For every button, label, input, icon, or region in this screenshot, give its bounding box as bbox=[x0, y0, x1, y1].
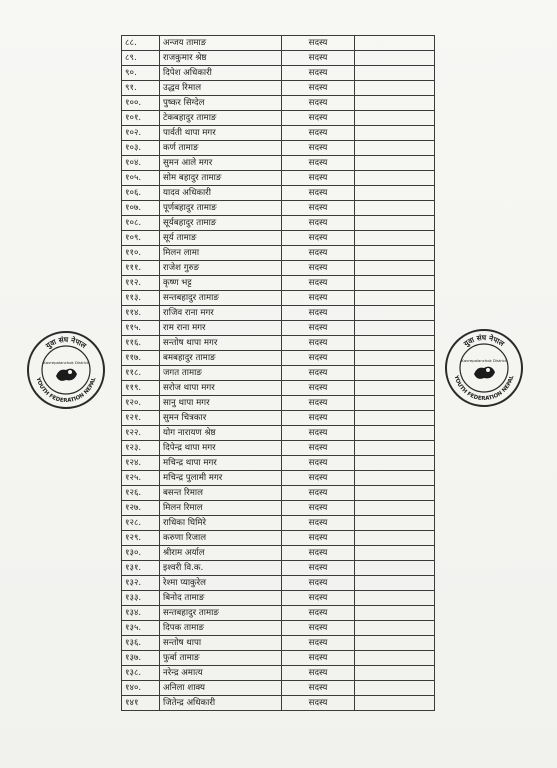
row-number: १४०. bbox=[122, 681, 160, 696]
row-number: ९०. bbox=[122, 66, 160, 81]
svg-text:युवा संघ नेपाल bbox=[461, 333, 507, 350]
row-number: १११. bbox=[122, 261, 160, 276]
table-row bbox=[122, 276, 435, 291]
blank-cell bbox=[355, 306, 435, 321]
row-number: १२९. bbox=[122, 531, 160, 546]
table-row bbox=[122, 546, 435, 561]
row-number: १२१. bbox=[122, 411, 160, 426]
member-name: सन्तबहादुर तामाङ bbox=[160, 291, 282, 306]
row-number: १२६. bbox=[122, 486, 160, 501]
member-role: सदस्य bbox=[282, 36, 355, 51]
blank-cell bbox=[355, 501, 435, 516]
member-role: सदस्य bbox=[282, 171, 355, 186]
member-name: सूर्य तामाङ bbox=[160, 231, 282, 246]
blank-cell bbox=[355, 426, 435, 441]
blank-cell bbox=[355, 216, 435, 231]
seal-bottom-text: YOUTH FEDERATION NEPAL bbox=[34, 376, 98, 405]
table-row bbox=[122, 111, 435, 126]
table-row bbox=[122, 141, 435, 156]
blank-cell bbox=[355, 291, 435, 306]
member-name: पुष्कर सिग्देल bbox=[160, 96, 282, 111]
table-row bbox=[122, 606, 435, 621]
blank-cell bbox=[355, 141, 435, 156]
member-name: मचिन्द्र पुलामी मगर bbox=[160, 471, 282, 486]
member-name: दिपेश अधिकारी bbox=[160, 66, 282, 81]
member-role: सदस्य bbox=[282, 366, 355, 381]
table-row bbox=[122, 411, 435, 426]
row-number: १४१ bbox=[122, 696, 160, 711]
member-role: सदस्य bbox=[282, 381, 355, 396]
seal-top-text: युवा संघ नेपाल bbox=[461, 332, 507, 349]
member-role: सदस्य bbox=[282, 246, 355, 261]
row-number: ११२. bbox=[122, 276, 160, 291]
member-role: सदस्य bbox=[282, 291, 355, 306]
row-number: १०४. bbox=[122, 156, 160, 171]
row-number: १३८. bbox=[122, 666, 160, 681]
member-role: सदस्य bbox=[282, 231, 355, 246]
table-row bbox=[122, 216, 435, 231]
table-row bbox=[122, 186, 435, 201]
row-number: १३२. bbox=[122, 576, 160, 591]
row-number: ११९. bbox=[122, 381, 160, 396]
seal-top-text: युवा संघ नेपाल bbox=[43, 334, 89, 351]
svg-text:युवा संघ नेपाल bbox=[43, 335, 89, 352]
member-role: सदस्य bbox=[282, 681, 355, 696]
row-number: १३३. bbox=[122, 591, 160, 606]
member-role: सदस्य bbox=[282, 81, 355, 96]
blank-cell bbox=[355, 441, 435, 456]
seal-district-text: Kavrepalanchok District bbox=[43, 360, 89, 365]
row-number: १३०. bbox=[122, 546, 160, 561]
table-row bbox=[122, 591, 435, 606]
member-name: इश्वरी वि.क. bbox=[160, 561, 282, 576]
member-role: सदस्य bbox=[282, 201, 355, 216]
blank-cell bbox=[355, 696, 435, 711]
member-role: सदस्य bbox=[282, 441, 355, 456]
member-name: रेश्मा प्याकुरेल bbox=[160, 576, 282, 591]
member-role: सदस्य bbox=[282, 261, 355, 276]
seal-emblem-icon bbox=[444, 328, 524, 408]
table-row bbox=[122, 666, 435, 681]
blank-cell bbox=[355, 186, 435, 201]
member-role: सदस्य bbox=[282, 216, 355, 231]
table-row bbox=[122, 51, 435, 66]
member-name: सुमन चित्रकार bbox=[160, 411, 282, 426]
row-number: १२५. bbox=[122, 471, 160, 486]
member-table-body bbox=[122, 36, 435, 711]
blank-cell bbox=[355, 36, 435, 51]
member-name: राधिका घिमिरे bbox=[160, 516, 282, 531]
member-role: सदस्य bbox=[282, 621, 355, 636]
member-name: सोम बहादुर तामाङ bbox=[160, 171, 282, 186]
row-number: १३६. bbox=[122, 636, 160, 651]
table-row bbox=[122, 576, 435, 591]
blank-cell bbox=[355, 171, 435, 186]
table-row bbox=[122, 171, 435, 186]
blank-cell bbox=[355, 666, 435, 681]
member-name: बमबहादुर तामाङ bbox=[160, 351, 282, 366]
seal-district-text: Kavrepalanchok District bbox=[461, 358, 507, 363]
table-row bbox=[122, 156, 435, 171]
member-role: सदस्य bbox=[282, 156, 355, 171]
seal-bottom-text: YOUTH FEDERATION NEPAL bbox=[452, 374, 516, 403]
member-name: सन्तबहादुर तामाङ bbox=[160, 606, 282, 621]
blank-cell bbox=[355, 546, 435, 561]
table-row bbox=[122, 486, 435, 501]
row-number: १२७. bbox=[122, 501, 160, 516]
blank-cell bbox=[355, 111, 435, 126]
member-name: फुर्बा तामाङ bbox=[160, 651, 282, 666]
row-number: ११०. bbox=[122, 246, 160, 261]
member-role: सदस्य bbox=[282, 696, 355, 711]
row-number: १०३. bbox=[122, 141, 160, 156]
row-number: १०६. bbox=[122, 186, 160, 201]
blank-cell bbox=[355, 576, 435, 591]
table-row bbox=[122, 291, 435, 306]
blank-cell bbox=[355, 156, 435, 171]
member-name: सन्तोष थापा bbox=[160, 636, 282, 651]
member-name: जगत तामाङ bbox=[160, 366, 282, 381]
member-name: सरोज थापा मगर bbox=[160, 381, 282, 396]
member-name: बिनोद तामाङ bbox=[160, 591, 282, 606]
table-row bbox=[122, 366, 435, 381]
row-number: ९१. bbox=[122, 81, 160, 96]
table-row bbox=[122, 201, 435, 216]
blank-cell bbox=[355, 471, 435, 486]
row-number: १०२. bbox=[122, 126, 160, 141]
blank-cell bbox=[355, 336, 435, 351]
seal-emblem-icon bbox=[26, 330, 106, 410]
table-row bbox=[122, 456, 435, 471]
member-role: सदस्य bbox=[282, 51, 355, 66]
member-name: जितेन्द्र अधिकारी bbox=[160, 696, 282, 711]
member-role: सदस्य bbox=[282, 426, 355, 441]
row-number: ११३. bbox=[122, 291, 160, 306]
table-row bbox=[122, 81, 435, 96]
blank-cell bbox=[355, 621, 435, 636]
member-name: अनिला शाक्य bbox=[160, 681, 282, 696]
member-role: सदस्य bbox=[282, 636, 355, 651]
blank-cell bbox=[355, 246, 435, 261]
member-name: योग नारायण श्रेष्ठ bbox=[160, 426, 282, 441]
blank-cell bbox=[355, 636, 435, 651]
row-number: १००. bbox=[122, 96, 160, 111]
blank-cell bbox=[355, 456, 435, 471]
row-number: ८८. bbox=[122, 36, 160, 51]
member-name: टेकबहादुर तामाङ bbox=[160, 111, 282, 126]
row-number: १०९. bbox=[122, 231, 160, 246]
member-name: मिलन रिमाल bbox=[160, 501, 282, 516]
member-name: राजिव राना मगर bbox=[160, 306, 282, 321]
member-name: राम राना मगर bbox=[160, 321, 282, 336]
member-role: सदस्य bbox=[282, 516, 355, 531]
member-role: सदस्य bbox=[282, 606, 355, 621]
member-role: सदस्य bbox=[282, 651, 355, 666]
member-role: सदस्य bbox=[282, 531, 355, 546]
blank-cell bbox=[355, 561, 435, 576]
table-row bbox=[122, 126, 435, 141]
row-number: १२०. bbox=[122, 396, 160, 411]
member-name: राजकुमार श्रेष्ठ bbox=[160, 51, 282, 66]
member-name: पूर्णबहादुर तामाङ bbox=[160, 201, 282, 216]
member-name: सानु थापा मगर bbox=[160, 396, 282, 411]
table-row bbox=[122, 621, 435, 636]
blank-cell bbox=[355, 201, 435, 216]
member-role: सदस्य bbox=[282, 456, 355, 471]
blank-cell bbox=[355, 66, 435, 81]
table-row bbox=[122, 336, 435, 351]
member-name: अन्जय तामाङ bbox=[160, 36, 282, 51]
table-row bbox=[122, 561, 435, 576]
member-role: सदस्य bbox=[282, 66, 355, 81]
blank-cell bbox=[355, 606, 435, 621]
table-row bbox=[122, 531, 435, 546]
blank-cell bbox=[355, 351, 435, 366]
blank-cell bbox=[355, 96, 435, 111]
row-number: १२८. bbox=[122, 516, 160, 531]
blank-cell bbox=[355, 531, 435, 546]
member-role: सदस्य bbox=[282, 96, 355, 111]
blank-cell bbox=[355, 486, 435, 501]
blank-cell bbox=[355, 276, 435, 291]
blank-cell bbox=[355, 411, 435, 426]
blank-cell bbox=[355, 81, 435, 96]
row-number: १०८. bbox=[122, 216, 160, 231]
member-role: सदस्य bbox=[282, 396, 355, 411]
member-name: करुणा रिजाल bbox=[160, 531, 282, 546]
table-row bbox=[122, 471, 435, 486]
member-name: श्रीराम अर्याल bbox=[160, 546, 282, 561]
row-number: १०१. bbox=[122, 111, 160, 126]
member-name: सूर्यबहादुर तामाङ bbox=[160, 216, 282, 231]
row-number: १२२. bbox=[122, 426, 160, 441]
table-row bbox=[122, 516, 435, 531]
row-number: ११६. bbox=[122, 336, 160, 351]
member-role: सदस्य bbox=[282, 576, 355, 591]
member-role: सदस्य bbox=[282, 666, 355, 681]
member-table bbox=[121, 35, 435, 711]
blank-cell bbox=[355, 396, 435, 411]
row-number: १०५. bbox=[122, 171, 160, 186]
member-role: सदस्य bbox=[282, 411, 355, 426]
organization-seal-left bbox=[26, 330, 106, 410]
table-row bbox=[122, 36, 435, 51]
blank-cell bbox=[355, 516, 435, 531]
member-role: सदस्य bbox=[282, 351, 355, 366]
row-number: १३५. bbox=[122, 621, 160, 636]
table-row bbox=[122, 351, 435, 366]
member-role: सदस्य bbox=[282, 336, 355, 351]
row-number: ८९. bbox=[122, 51, 160, 66]
blank-cell bbox=[355, 321, 435, 336]
row-number: ११४. bbox=[122, 306, 160, 321]
member-role: सदस्य bbox=[282, 321, 355, 336]
row-number: १३७. bbox=[122, 651, 160, 666]
blank-cell bbox=[355, 381, 435, 396]
table-row bbox=[122, 426, 435, 441]
row-number: १३४. bbox=[122, 606, 160, 621]
member-name: यादव अधिकारी bbox=[160, 186, 282, 201]
member-role: सदस्य bbox=[282, 126, 355, 141]
member-role: सदस्य bbox=[282, 141, 355, 156]
row-number: १२४. bbox=[122, 456, 160, 471]
table-row bbox=[122, 636, 435, 651]
member-role: सदस्य bbox=[282, 471, 355, 486]
member-name: मिलन लामा bbox=[160, 246, 282, 261]
member-role: सदस्य bbox=[282, 276, 355, 291]
blank-cell bbox=[355, 51, 435, 66]
table-row bbox=[122, 501, 435, 516]
row-number: १३१. bbox=[122, 561, 160, 576]
table-row bbox=[122, 381, 435, 396]
row-number: ११८. bbox=[122, 366, 160, 381]
blank-cell bbox=[355, 651, 435, 666]
blank-cell bbox=[355, 681, 435, 696]
member-name: मचिन्द्र थापा मगर bbox=[160, 456, 282, 471]
member-name: पार्वती थापा मगर bbox=[160, 126, 282, 141]
member-name: दिपेन्द्र थापा मगर bbox=[160, 441, 282, 456]
table-row bbox=[122, 651, 435, 666]
blank-cell bbox=[355, 231, 435, 246]
member-name: सुमन आले मगर bbox=[160, 156, 282, 171]
member-role: सदस्य bbox=[282, 111, 355, 126]
table-row bbox=[122, 306, 435, 321]
member-role: सदस्य bbox=[282, 501, 355, 516]
member-name: नरेन्द्र अमात्य bbox=[160, 666, 282, 681]
member-role: सदस्य bbox=[282, 546, 355, 561]
table-row bbox=[122, 396, 435, 411]
member-name: कृष्ण भट्ट bbox=[160, 276, 282, 291]
table-row bbox=[122, 261, 435, 276]
row-number: १२३. bbox=[122, 441, 160, 456]
member-name: बसन्त रिमाल bbox=[160, 486, 282, 501]
table-row bbox=[122, 246, 435, 261]
member-role: सदस्य bbox=[282, 306, 355, 321]
blank-cell bbox=[355, 126, 435, 141]
member-role: सदस्य bbox=[282, 561, 355, 576]
blank-cell bbox=[355, 366, 435, 381]
table-row bbox=[122, 321, 435, 336]
member-name: उद्धव रिमाल bbox=[160, 81, 282, 96]
table-row bbox=[122, 681, 435, 696]
blank-cell bbox=[355, 591, 435, 606]
table-row bbox=[122, 96, 435, 111]
table-row bbox=[122, 231, 435, 246]
member-role: सदस्य bbox=[282, 486, 355, 501]
organization-seal-right bbox=[444, 328, 524, 408]
table-row bbox=[122, 66, 435, 81]
row-number: ११७. bbox=[122, 351, 160, 366]
member-name: कर्ण तामाङ bbox=[160, 141, 282, 156]
member-name: सन्तोष थापा मगर bbox=[160, 336, 282, 351]
member-role: सदस्य bbox=[282, 186, 355, 201]
blank-cell bbox=[355, 261, 435, 276]
member-name: दिपक तामाङ bbox=[160, 621, 282, 636]
table-row bbox=[122, 441, 435, 456]
row-number: ११५. bbox=[122, 321, 160, 336]
member-name: राजेश गुरुङ bbox=[160, 261, 282, 276]
row-number: १०७. bbox=[122, 201, 160, 216]
table-row bbox=[122, 696, 435, 711]
member-role: सदस्य bbox=[282, 591, 355, 606]
